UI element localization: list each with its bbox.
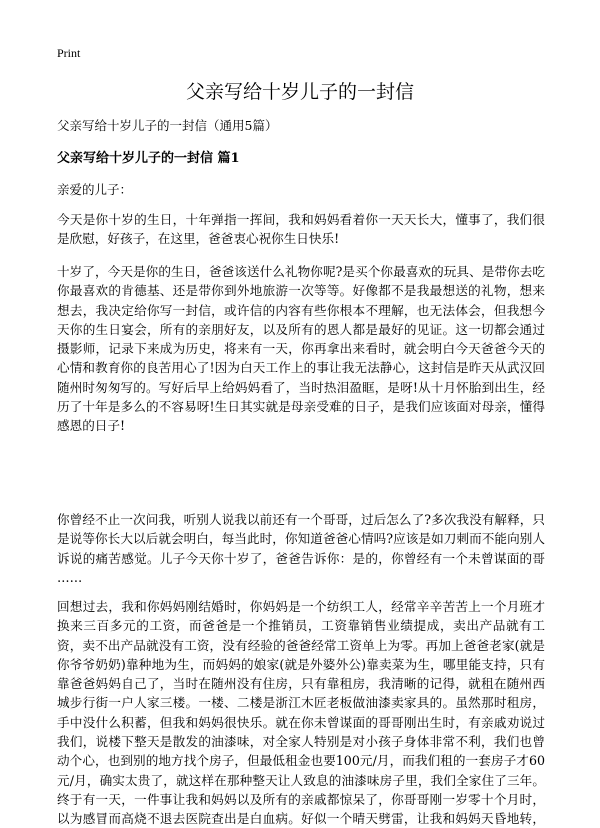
document-subtitle: 父亲写给十岁儿子的一封信（通用5篇） — [57, 118, 278, 133]
letter-ellipsis: …… — [57, 570, 83, 585]
section-heading: 父亲写给十岁儿子的一封信 篇1 — [57, 151, 240, 166]
letter-paragraph: 今天是你十岁的生日，十年弹指一挥间，我和妈妈看着你一天天长大，懂事了，我们很是欣慰，好孩子，在这里，爸爸衷心祝你生日快乐! — [57, 212, 545, 247]
letter-paragraph: 你曾经不止一次问我，听别人说我以前还有一个哥哥，过后怎么了?多次我没有解释，只是说等你长大以后就会明白，每当此时，你知道爸爸心情吗?应该是如刀刺而不能向别人诉说的痛苦感觉。儿子今天你十岁了，爸爸告诉你：是的，你曾经有一个未曾谋面的哥 — [57, 512, 545, 566]
letter-salutation: 亲爱的儿子： — [57, 182, 133, 197]
document-title: 父亲写给十岁儿子的一封信 — [185, 81, 414, 103]
letter-paragraph: 回想过去，我和你妈妈刚结婚时，你妈妈是一个纺织工人，经常辛辛苦苦上一个月班才换来三百多元的工资，而爸爸是一个推销员，工资靠销售业绩提成，卖出产品就有工资，卖不出产品就没有工资，没有经验的爸爸经常工资单上为零。再加上爸爸老家(就是你爷爷奶奶)靠种地为生，而妈妈的娘家(就是外婆外公)靠卖菜为生，哪里能支持，只有靠爸爸妈妈自己了，当时在随州没有住房，只有靠租房，我清晰的记得，就租在随州西城步行街一户人家三楼。一楼、二楼是浙江木匠老板做油漆卖家具的。虽然那时租房，手中没什么积蓄，但我和妈妈很快乐。就在你未曾谋面的哥哥刚出生时，有亲戚劝说过我们，说楼下整天是散发的油漆味，对全家人特别是对小孩子身体非常不利，我们也曾动个心，也到别的地方找个房子，但最低租金也要100元/月，而我们租的一套房子才60元/月，确实太贵了，就这样在那种整天让人致息的油漆味房子里，我们全家住了三年。终于有一天，一件事让我和妈妈以及所有的亲戚都惊呆了，你哥哥刚一岁零十个月时，以为感冒而高烧不退去医院查出是白血病。好似一个晴天劈雷，让我和妈妈天昏地转， — [57, 599, 545, 827]
print-label[interactable]: Print — [57, 46, 81, 60]
letter-paragraph: 十岁了，今天是你的生日，爸爸该送什么礼物你呢?是买个你最喜欢的玩具、是带你去吃你最喜欢的肯德基、还是带你到外地旅游一次等等。好像都不是我最想送的礼物，想来想去，我决定给你写一封信，或许信的内容有些你根本不理解，也无法体会，但我想今天你的生日宴会，所有的亲朋好友，以及所有的恩人都是最好的见证。这一切都会通过摄影师，记录下来成为历史，将来有一天，你再拿出来看时，就会明白今天爸爸今天的心情和教育你的良苦用心了!因为白天工作上的事让我无法静心，这封信是昨天从武汉回随州时匆匆写的。写好后早上给妈妈看了，当时热泪盈眶，是呀!从十月怀胎到出生，经历了十年是多么的不容易呀!生日其实就是母亲受难的日子，是我们应该面对母亲，懂得感恩的日子! — [57, 264, 545, 434]
